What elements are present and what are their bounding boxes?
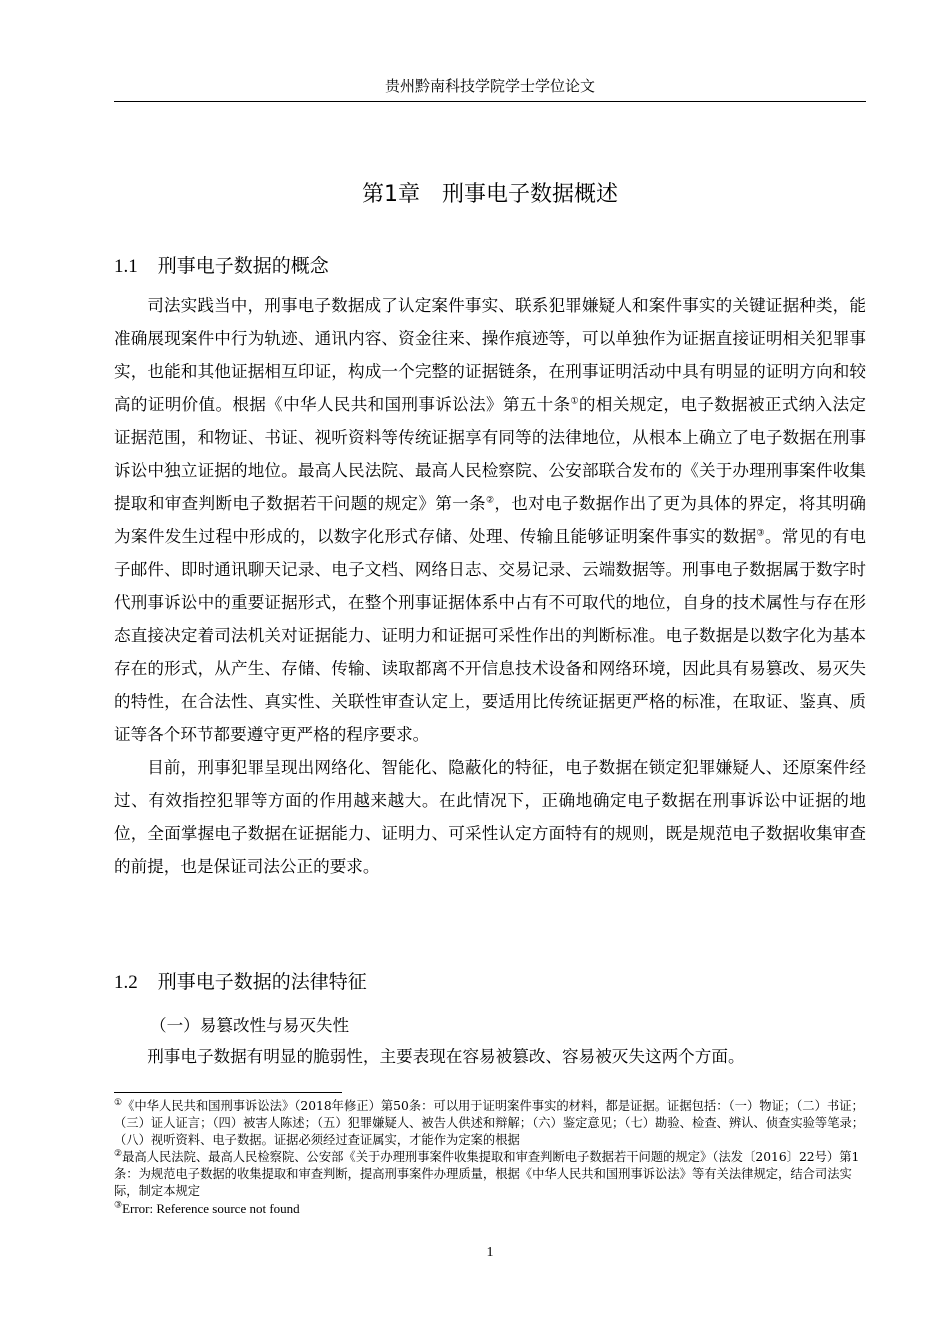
footnote-1 xyxy=(114,1098,866,1149)
section-title: 刑事电子数据的法律特征 xyxy=(157,971,367,993)
paragraph-text: 的相关规定，电子数据被正式纳入法定证据范围，和物证、书证、视听资料等传统证据享有同等的法律地位，从根本上确立了电子数据在刑事诉讼中独立证据的地位。最高人民法院、最高人民检察院、公安部联合发布的《关于办理刑事案件收集提取和审查判断电子数据若干问题的规定》第一条 xyxy=(114,395,867,513)
section-1-1-body xyxy=(114,289,866,883)
running-header: 贵州黔南科技学院学士学位论文 xyxy=(384,77,595,95)
footnote-2 xyxy=(114,1149,866,1200)
section-number: 1.1 xyxy=(114,256,138,277)
footnote-ref-1[interactable]: ① xyxy=(570,396,579,407)
footnote-ref-2[interactable]: ② xyxy=(485,495,495,506)
section-heading-1-1 xyxy=(114,251,329,282)
footnote-mark: ① xyxy=(114,1097,123,1108)
footnote-mark: ③ xyxy=(114,1199,123,1210)
paragraph: 刑事电子数据有明显的脆弱性，主要表现在容易被篡改、容易被灭失这两个方面。 xyxy=(147,1047,745,1066)
footnotes xyxy=(114,1098,866,1217)
footnote-text: 《中华人民共和国刑事诉讼法》（2018年修正）第50条：可以用于证明案件事实的材料，都是证据。证据包括：（一）物证；（二）书证；（三）证人证言；（四）被害人陈述；（五）犯罪嫌疑人、被告人供述和辩解；（六）鉴定意见；（七）勘验、检查、辨认、侦查实验等笔录；（八）视听资料、电子数据。证据必须经过查证属实，才能作为定案的根据 xyxy=(114,1099,865,1147)
section-title: 刑事电子数据的概念 xyxy=(157,255,329,277)
section-1-2-body xyxy=(114,1040,866,1073)
paragraph-text: ，也对电子数据作出了更为具体的界定，将其明确为案件发生过程中形成的，以数字化形式存储、处理、传输且能够证明案件事实的数据 xyxy=(114,494,867,546)
header-rule xyxy=(114,101,866,102)
paragraph-text: 。常见的有电子邮件、即时通讯聊天记录、电子文档、网络日志、交易记录、云端数据等。刑事电子数据属于数字时代刑事诉讼中的重要证据形式，在整个刑事证据体系中占有不可取代的地位，自身的技术属性与存在形态直接决定着司法机关对证据能力、证明力和证据可采性作出的判断标准。电子数据是以数字化为基本存在的形式，从产生、存储、传输、读取都离不开信息技术设备和网络环境，因此具有易篡改、易灭失的特性，在合法性、真实性、关联性审查认定上，要适用比传统证据更严格的标准，在取证、鉴真、质证等各个环节都要遵守更严格的程序要求。 xyxy=(114,527,867,744)
paragraph: 目前，刑事犯罪呈现出网络化、智能化、隐蔽化的特征，电子数据在锁定犯罪嫌疑人、还原案件经过、有效指控犯罪等方面的作用越来越大。在此情况下，正确地确定电子数据在刑事诉讼中证据的地位，全面掌握电子数据在证据能力、证明力、可采性认定方面特有的规则，既是规范电子数据收集审查的前提，也是保证司法公正的要求。 xyxy=(114,758,866,876)
footnote-3 xyxy=(114,1200,866,1217)
chapter-title: 第1章 刑事电子数据概述 xyxy=(362,182,618,207)
subheading: （一）易篡改性与易灭失性 xyxy=(150,1016,350,1035)
section-heading-1-2 xyxy=(114,967,367,998)
footnote-text: 最高人民法院、最高人民检察院、公安部《关于办理刑事案件收集提取和审查判断电子数据若干问题的规定》（法发〔2016〕22号）第1条：为规范电子数据的收集提取和审查判断，提高刑事案件办理质量，根据《中华人民共和国刑事诉讼法》等有关法律规定，结合司法实际，制定本规定 xyxy=(114,1150,860,1198)
footnote-separator xyxy=(114,1092,342,1093)
section-number: 1.2 xyxy=(114,972,138,993)
paragraph xyxy=(114,289,866,751)
footnote-ref-3[interactable]: ③ xyxy=(756,528,765,539)
footnote-mark: ② xyxy=(114,1148,123,1159)
footnote-text: Error: Reference source not found xyxy=(122,1201,300,1216)
paragraph-text: 司法实践当中，刑事电子数据成了认定案件事实、联系犯罪嫌疑人和案件事实的关键证据种类，能准确展现案件中行为轨迹、通讯内容、资金往来、操作痕迹等，可以单独作为证据直接证明相关犯罪事实，也能和其他证据相互印证，构成一个完整的证据链条，在刑事证明活动中具有明显的证明方向和较高的证明价值。根据《中华人民共和国刑事诉讼法》第五十条 xyxy=(114,296,866,414)
page-number: 1 xyxy=(486,1245,494,1260)
